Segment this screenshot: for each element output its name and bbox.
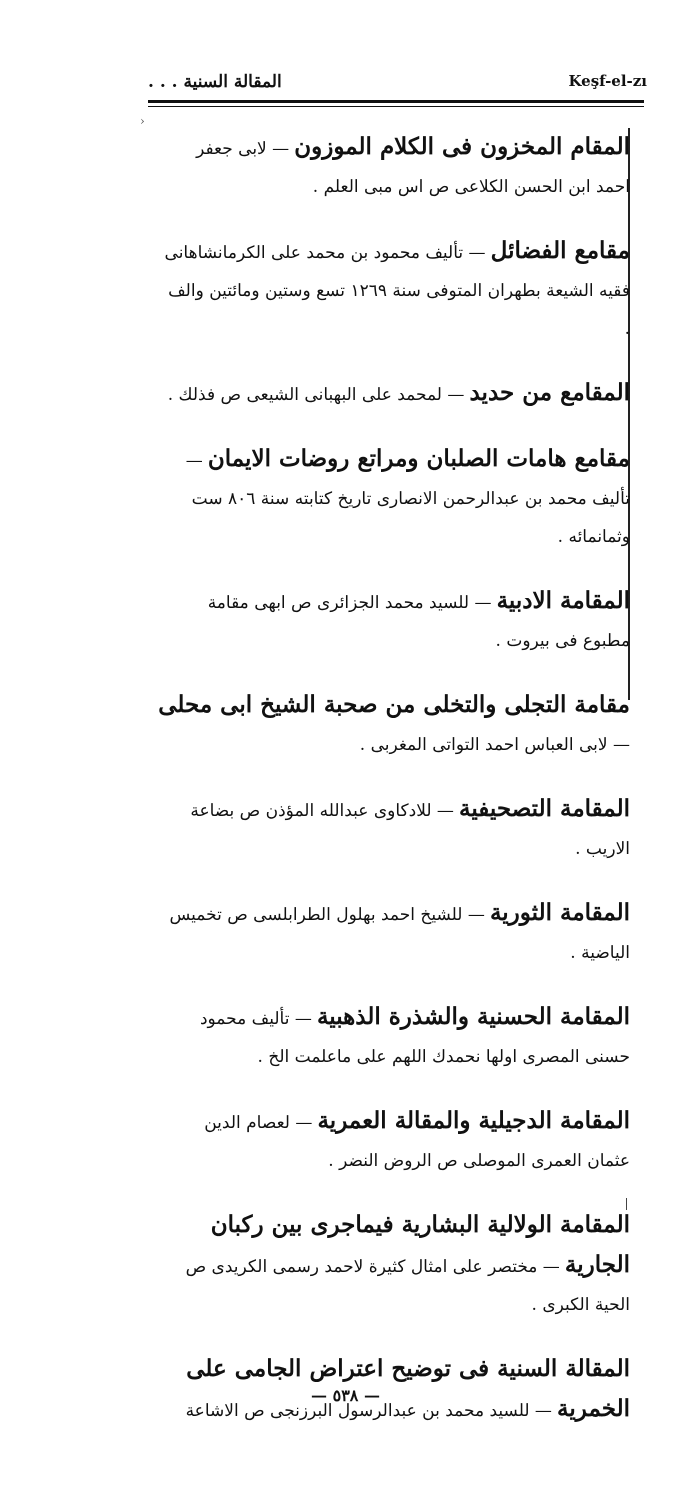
entry-title: مقامع الفضائل	[490, 237, 630, 264]
entry	[158, 894, 630, 972]
entry-title: المقامة الثورية	[489, 899, 630, 926]
page-number: — ٥٣٨ —	[311, 1386, 380, 1405]
entry-text: — للسيد محمد الجزائرى ص ابهى مقامة مطبوع فى بيروت .	[207, 593, 630, 651]
margin-mark: ›	[140, 114, 145, 128]
entry-text: — تأليف محمود بن محمد على الكرمانشاهانى فقيه الشيعة بطهران المتوفى سنة ١٢٦٩ تسع وستين ومائتين والف .	[164, 243, 630, 339]
entry-text: — تأليف محمود حسنى المصرى اولها نحمدك اللهم على ماعلمت الخ .	[199, 1009, 630, 1067]
entry-title: المقام المخزون فى الكلام الموزون	[294, 133, 630, 160]
entry	[158, 440, 630, 556]
entry-text: — للادكاوى عبدالله المؤذن ص بضاعة الاريب .	[190, 801, 630, 859]
entry-text: — لابى العباس احمد التواتى المغربى .	[359, 735, 630, 755]
entry-text: — لابى جعفر احمد ابن الحسن الكلاعى ص اس مبى العلم .	[196, 139, 630, 197]
entry-title: المقامة الادبية	[496, 587, 630, 614]
entry-title: المقامة الحسنية والشذرة الذهبية	[316, 1003, 630, 1030]
entry-text: — مختصر على امثال كثيرة لاحمد رسمى الكريدى ص الحية الكبرى .	[185, 1257, 630, 1315]
entry-title: المقامة الولالية البشارية فيماجرى بين ركبان الجارية	[210, 1211, 630, 1278]
header-rule-thin	[148, 106, 644, 107]
entry-title: مقامع هامات الصلبان ومراتع روضات الايمان	[207, 445, 630, 472]
entry-text: — لعصام الدين عثمان العمرى الموصلى ص الروض النضر .	[204, 1113, 630, 1171]
entry-text: — لمحمد على البهبانى الشيعى ص فذلك .	[167, 385, 465, 405]
entry	[158, 790, 630, 868]
entry-title: مقامة التجلى والتخلى من صحبة الشيخ ابى محلى	[158, 691, 630, 718]
running-header-latin: Keşf-el-zı	[568, 72, 647, 90]
entry-title: المقامة التصحيفية	[459, 795, 630, 822]
entry-title: المقامة الدجيلية والمقالة العمرية	[317, 1107, 630, 1134]
entry-title: المقامع من حديد	[469, 379, 630, 406]
entry-title: المقالة السنية فى توضيح اعتراض الجامى على الخمرية	[186, 1355, 630, 1422]
entry-text: — للسيد محمد بن عبدالرسول البرزنجى ص الاشاعة	[185, 1401, 552, 1421]
entry	[158, 374, 630, 414]
entry	[158, 686, 630, 764]
entry-text: — للشيخ احمد بهلول الطرابلسى ص تخميس الياضية .	[169, 905, 630, 963]
entry	[158, 1102, 630, 1180]
entry-text: — تأليف محمد بن عبدالرحمن الانصارى تاريخ كتابته سنة ٨٠٦ ست وثمانمائه .	[185, 451, 630, 547]
entries-column	[158, 128, 630, 1456]
header-rule-thick	[148, 100, 644, 103]
running-header-arabic: المقالة السنية . . .	[148, 72, 282, 92]
entry	[158, 582, 630, 660]
entry	[158, 128, 630, 206]
entry	[158, 232, 630, 348]
entry	[158, 1206, 630, 1324]
entry	[158, 998, 630, 1076]
